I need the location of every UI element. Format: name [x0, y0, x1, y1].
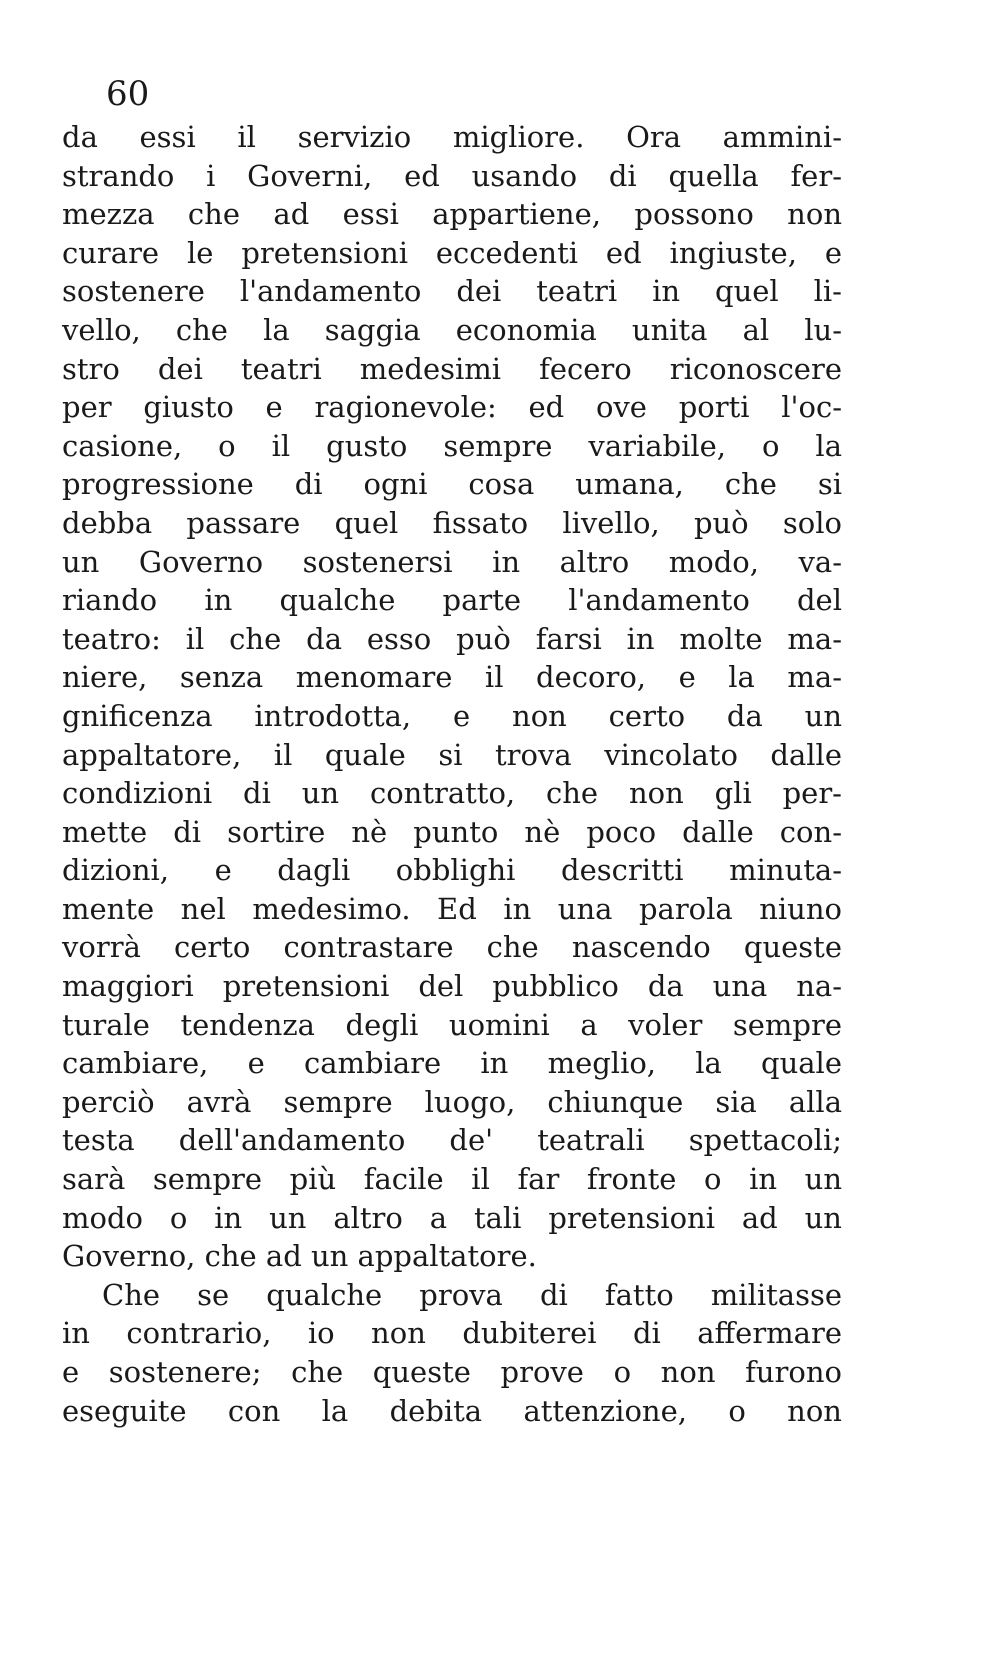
page-number: 60	[106, 74, 150, 114]
text-line: stro dei teatri medesimi fecero riconoscere	[62, 351, 842, 386]
paragraph-end-line: Governo, che ad un appaltatore.	[62, 1239, 537, 1274]
text-line: maggiori pretensioni del pubblico da una na-	[62, 969, 842, 1004]
text-line: curare le pretensioni eccedenti ed ingiuste, e	[62, 235, 842, 270]
text-line: gnificenza introdotta, e non certo da un	[62, 698, 842, 733]
text-line: testa dell'andamento de' teatrali spettacoli;	[62, 1123, 842, 1158]
text-line: perciò avrà sempre luogo, chiunque sia alla	[62, 1084, 842, 1119]
text-line: vello, che la saggia economia unita al lu-	[62, 312, 842, 347]
text-line: mette di sortire nè punto nè poco dalle con-	[62, 814, 842, 849]
text-line: strando i Governi, ed usando di quella fer-	[62, 158, 842, 193]
text-line: sostenere l'andamento dei teatri in quel li-	[62, 274, 842, 309]
text-line: e sostenere; che queste prove o non furono	[62, 1355, 842, 1389]
text-line: debba passare quel fissato livello, può solo	[62, 505, 842, 540]
text-line: niere, senza menomare il decoro, e la ma-	[62, 660, 842, 695]
text-line: in contrario, io non dubiterei di affermare	[62, 1316, 842, 1351]
text-line: condizioni di un contratto, che non gli per-	[62, 776, 842, 811]
text-line: da essi il servizio migliore. Ora ammini-	[62, 120, 842, 154]
text-line: vorrà certo contrastare che nascendo queste	[62, 930, 842, 965]
body-text	[62, 118, 842, 1430]
text-line: dizioni, e dagli obblighi descritti minuta-	[62, 853, 842, 888]
text-line: cambiare, e cambiare in meglio, la quale	[62, 1046, 842, 1081]
text-line: mezza che ad essi appartiene, possono non	[62, 197, 842, 232]
text-line: progressione di ogni cosa umana, che si	[62, 467, 842, 502]
text-line: un Governo sostenersi in altro modo, va-	[62, 544, 842, 579]
text-line: mente nel medesimo. Ed in una parola niuno	[62, 891, 842, 926]
text-line: eseguite con la debita attenzione, o non	[62, 1393, 842, 1428]
text-line: riando in qualche parte l'andamento del	[62, 583, 842, 618]
text-line: casione, o il gusto sempre variabile, o la	[62, 428, 842, 463]
text-line: sarà sempre più facile il far fronte o in un	[62, 1162, 842, 1197]
text-line: modo o in un altro a tali pretensioni ad un	[62, 1200, 842, 1235]
text-line: appaltatore, il quale si trova vincolato dalle	[62, 737, 842, 772]
paragraph-start-line: Che se qualche prova di fatto militasse	[102, 1277, 842, 1312]
text-line: teatro: il che da esso può farsi in molte ma-	[62, 621, 842, 656]
text-line: turale tendenza degli uomini a voler sempre	[62, 1007, 842, 1042]
text-line: per giusto e ragionevole: ed ove porti l'oc-	[62, 390, 842, 425]
